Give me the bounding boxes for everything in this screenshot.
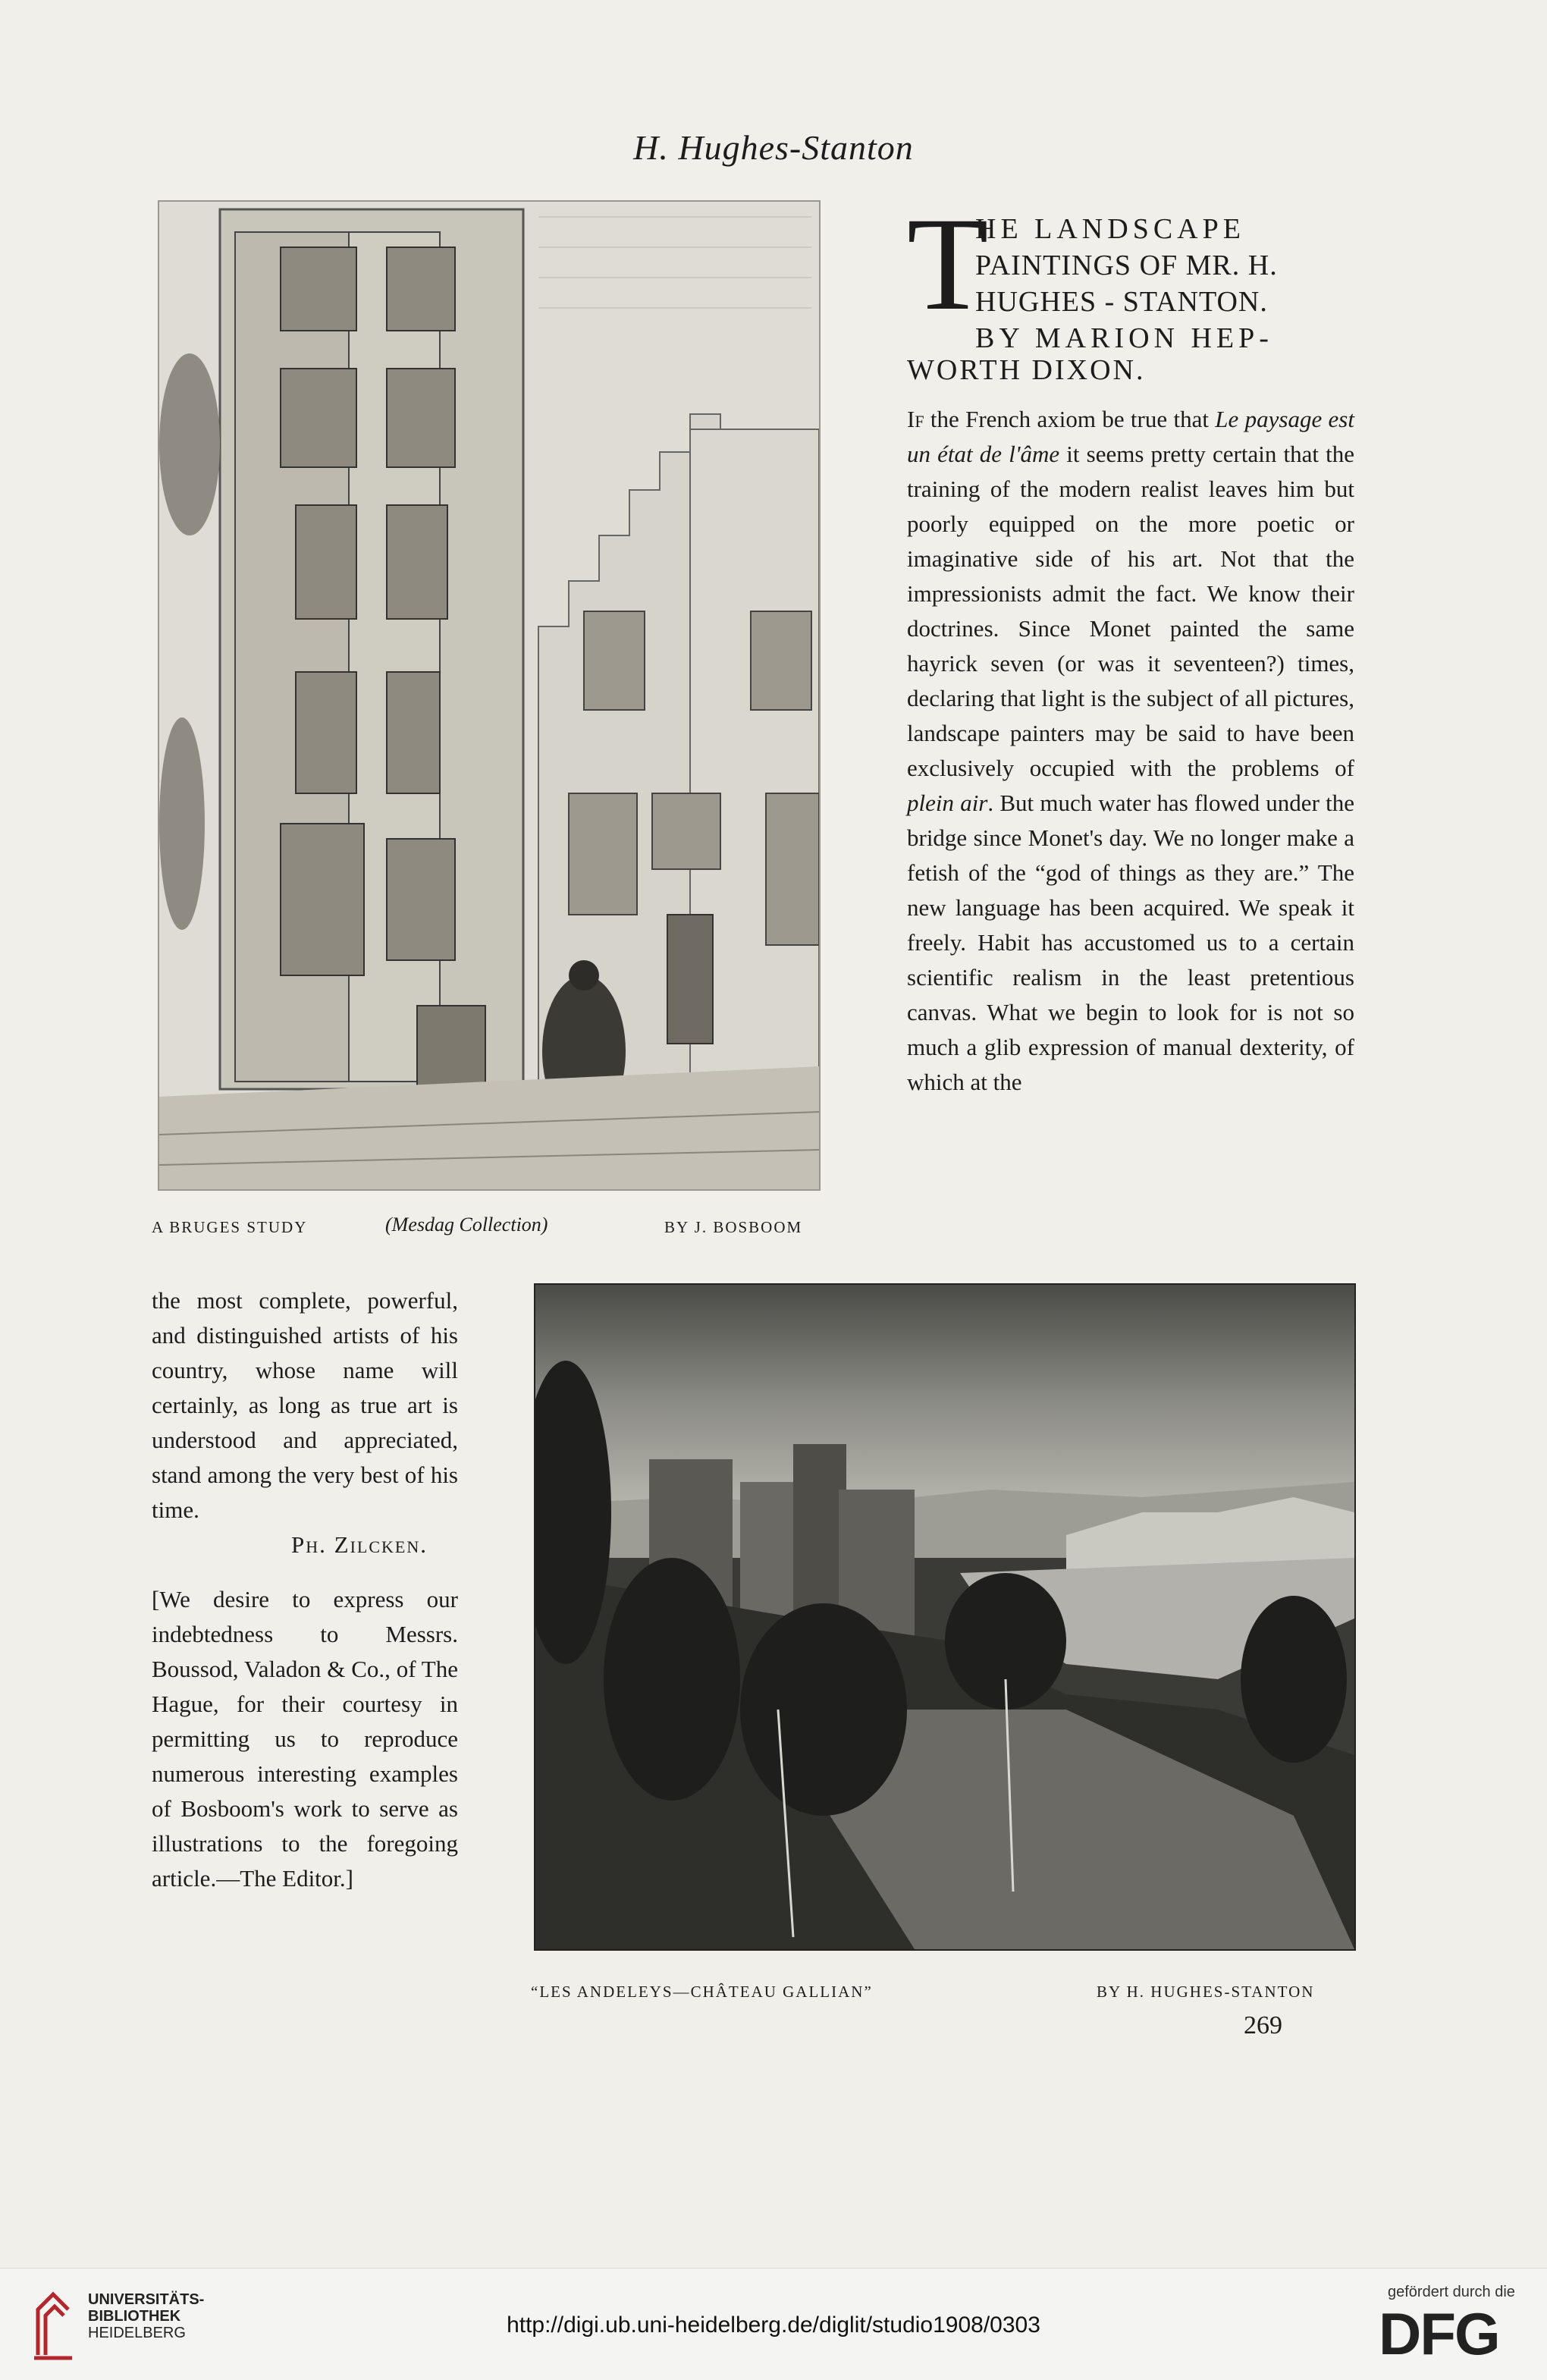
- article-body: [907, 402, 1354, 1100]
- bruges-study-illustration: [158, 200, 821, 1191]
- figure1-caption-title: A BRUGES STUDY: [152, 1218, 308, 1236]
- title-line-5: WORTH DIXON.: [907, 354, 1146, 386]
- bruges-drawing-graphic: [159, 202, 819, 1189]
- closing-paragraph: the most complete, powerful, and distinguished artists of his country, whose name will certainly, as long as true art is understood and appreciated, stand among the very best of his time.: [152, 1287, 458, 1523]
- first-word: If: [907, 406, 924, 432]
- university-library-name: UNIVERSITÄTS- BIBLIOTHEK HEIDELBERG: [88, 2291, 205, 2341]
- author-signature: Ph. Zilcken.: [291, 1531, 428, 1558]
- landscape-painting-graphic: [535, 1285, 1354, 1949]
- dfg-logo: DFG: [1379, 2300, 1499, 2367]
- title-line-1: HE LANDSCAPE: [975, 213, 1245, 245]
- figure2-caption-title: “LES ANDELEYS—CHÂTEAU GALLIAN”: [531, 1983, 873, 2001]
- les-andeleys-painting: [534, 1283, 1356, 1951]
- figure1-caption-artist: BY J. BOSBOOM: [664, 1218, 803, 1236]
- drop-cap: T: [907, 190, 989, 338]
- plein-air-term: plein air: [907, 790, 988, 816]
- title-line-3: HUGHES - STANTON.: [975, 286, 1268, 318]
- page-number: 269: [1244, 2011, 1282, 2039]
- title-line-4: BY MARION HEP-: [975, 322, 1273, 354]
- article-paragraph: If the French axiom be true that Le paysage est un état de l'âme it seems pretty certain that the training of the modern realist leaves him but poorly equipped on the more poetic or imaginative side of his art. Not that the impressionists admit the fact. We know their doctrines. Since Monet painted the same hayrick seven (or was it seventeen?) times, declaring that light is the subject of all pictures, landscape painters may be said to have been exclusively occupied with the problems of plein air. But much water has flowed under the bridge since Monet's day. We no longer make a fetish of the “god of things as they are.” The new language has been acquired. We speak it freely. Habit has accustomed us to a certain scientific realism in the least pretentious canvas. What we begin to look for is not so much a glib expression of manual dexterity, of which at the: [907, 406, 1354, 1095]
- sponsor-label: gefördert durch die: [1388, 2284, 1515, 2300]
- previous-article-ending: [152, 1283, 458, 1896]
- digitization-footer: [0, 2268, 1547, 2380]
- permalink-url[interactable]: http://digi.ub.uni-heidelberg.de/diglit/studio1908/0303: [507, 2312, 1040, 2338]
- title-line-2: PAINTINGS OF MR. H.: [975, 250, 1278, 281]
- french-quote: Le paysage est un état de l'âme: [907, 406, 1354, 467]
- editor-note: [We desire to express our indebtedness to Messrs. Boussod, Valadon & Co., of The Hague, for their courtesy in permitting us to reproduce numerous interesting examples of Bosboom's work to serve as illustrations to the foregoing article.—The Editor.]: [152, 1586, 458, 1892]
- figure1-caption-collection: (Mesdag Collection): [385, 1214, 548, 1236]
- running-head: H. Hughes-Stanton: [633, 128, 914, 167]
- figure2-caption-artist: BY H. HUGHES-STANTON: [1097, 1983, 1315, 2001]
